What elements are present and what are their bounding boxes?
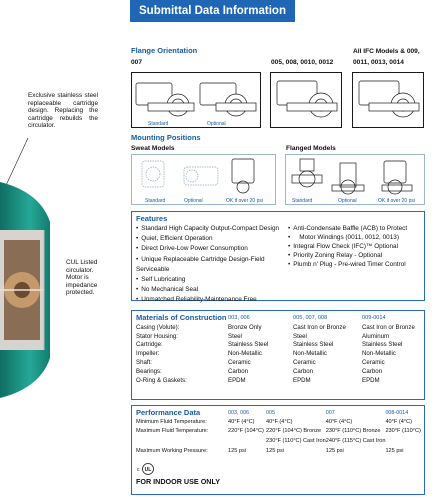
flanged-cap-optional: Optional: [338, 198, 357, 204]
cell: 40°F (4°C): [228, 418, 255, 425]
flanged-cap-ok: OK if over 20 psi: [378, 198, 415, 204]
table-row: [136, 341, 422, 350]
table-row: [136, 358, 422, 367]
feature-item: • No Mechanical Seal: [136, 285, 286, 295]
table-row: [136, 427, 430, 437]
row-label: Maximum Working Pressure:: [136, 447, 208, 454]
materials-table: [136, 313, 422, 385]
cell: Carbon: [228, 367, 248, 375]
flange-ifc-frame: [352, 72, 424, 128]
performance-col-header: 003, 006: [228, 409, 249, 416]
flange-007-cap-optional: Optional: [207, 121, 226, 127]
cul-note: CUL Listed circulator. Motor is impedance protected.: [66, 259, 98, 297]
table-row: [136, 446, 430, 456]
sweat-cap-ok: OK if over 20 psi: [226, 198, 263, 204]
cell: Stainless Steel: [228, 341, 269, 349]
table-row: [136, 376, 422, 385]
table-row: [136, 367, 422, 376]
table-row: [136, 332, 422, 341]
feature-item: • Standard High Capacity Output-Compact Design: [136, 224, 286, 234]
cell: Ceramic: [293, 359, 316, 367]
sweat-models-label: Sweat Models: [131, 145, 175, 152]
performance-table: [136, 408, 430, 455]
row-label: Minimum Fluid Temperature:: [136, 418, 207, 425]
cell: Non-Metallic: [228, 350, 262, 358]
cell: 230°F (110°C) Cast Iron: [266, 437, 326, 444]
table-row: [136, 417, 430, 427]
cell: Bronze Only: [228, 323, 262, 331]
cell: Carbon: [293, 367, 313, 375]
cell: Non-Metallic: [362, 350, 396, 358]
features-list-left: [136, 224, 286, 306]
flange-007-cap-standard: Standard: [148, 121, 169, 127]
cell: 240°F (115°C) Cast Iron: [325, 437, 386, 444]
cell: Cast Iron or Bronze: [293, 323, 346, 331]
feature-item: • Self Lubricating: [136, 275, 286, 285]
row-label: Impeller:: [136, 350, 160, 358]
cell: 220°F (104°C) Bronze: [266, 428, 322, 435]
feature-item-cont: • Motor Windings (0011, 0012, 0013): [288, 233, 423, 242]
flange-model-ifc-line2: 0011, 0013, 0014: [353, 59, 404, 66]
performance-col-header: 005: [266, 409, 275, 416]
row-label: Maximum Fluid Temperature:: [136, 428, 209, 435]
cell: Stainless Steel: [293, 341, 334, 349]
row-label: [136, 436, 228, 446]
feature-item: • Integral Flow Check (IFC)™ Optional: [288, 242, 423, 251]
table-row: [136, 436, 430, 446]
cell: [228, 436, 266, 446]
cell: Aluminum: [362, 332, 390, 340]
cell: 40°F (4°C): [266, 418, 293, 425]
materials-col-header: 005, 007, 008: [293, 315, 328, 321]
flanged-models-label: Flanged Models: [286, 145, 336, 152]
cell: 125 psi: [385, 447, 404, 454]
cell: Ceramic: [362, 359, 385, 367]
pump-cutaway-image: [0, 182, 56, 398]
cell: 230°F (110°C) Bronze: [325, 428, 381, 435]
svg-text:UL: UL: [144, 467, 152, 473]
feature-item: • Anti-Condensate Baffle (ACB) to Protect: [288, 224, 423, 233]
cell: 220°F (104°C): [228, 428, 264, 435]
feature-item: • Direct Drive-Low Power Consumption: [136, 244, 286, 254]
mounting-positions-title: Mounting Positions: [131, 133, 201, 142]
cell: Steel: [293, 332, 307, 340]
cell: [385, 436, 430, 446]
row-label: O-Ring & Gaskets:: [136, 376, 187, 384]
materials-col-header: 009-0014: [362, 315, 386, 321]
flange-model-ifc-line1: All IFC Models & 009,: [353, 48, 420, 55]
feature-item: • Unmatched Reliability-Maintenance Free: [136, 295, 286, 305]
row-label: Cartridge:: [136, 341, 163, 349]
performance-col-header: 008-0014: [385, 409, 409, 416]
materials-col-header: 003, 006: [228, 315, 250, 321]
cell: EPDM: [228, 376, 246, 384]
cell: EPDM: [293, 376, 311, 384]
cartridge-note: Exclusive stainless steel replaceable cartridge design. Replacing the cartridge rebuilds the circulator.: [28, 92, 98, 130]
row-label: Casing (Volute):: [136, 323, 180, 331]
flange-005-frame: [270, 72, 342, 128]
header-title: Submittal Data Information: [130, 0, 295, 22]
performance-title: Performance Data: [136, 408, 201, 417]
svg-text:c: c: [137, 467, 140, 473]
flange-007-frame: [131, 72, 261, 128]
table-row: [136, 323, 422, 332]
features-title: Features: [136, 214, 168, 223]
cell: 125 psi: [266, 447, 285, 454]
cell: Steel: [228, 332, 242, 340]
row-label: Bearings:: [136, 367, 162, 375]
feature-item: • Priority Zoning Relay - Optional: [288, 251, 423, 260]
flange-model-005-group: 005, 008, 0010, 0012: [271, 59, 334, 66]
cell: 125 psi: [325, 447, 344, 454]
sweat-cap-standard: Standard: [145, 198, 166, 204]
features-list-right: [288, 224, 423, 269]
flanged-cap-standard: Standard: [292, 198, 313, 204]
row-label: Shaft:: [136, 359, 152, 367]
cell: Non-Metallic: [293, 350, 327, 358]
cell: Carbon: [362, 367, 382, 375]
cell: 125 psi: [228, 447, 247, 454]
feature-item: • Quiet, Efficient Operation: [136, 234, 286, 244]
performance-col-header: 007: [325, 409, 335, 416]
flange-model-007: 007: [131, 59, 143, 66]
cul-listed-logo: [136, 462, 156, 476]
cell: 230°F (110°C): [385, 428, 421, 435]
indoor-use-note: FOR INDOOR USE ONLY: [136, 477, 220, 486]
flange-orientation-title: Flange Orientation: [131, 46, 198, 55]
feature-item: • Plumb n' Plug - Pre-wired Timer Control: [288, 260, 423, 269]
cell: EPDM: [362, 376, 380, 384]
row-label: Stator Housing:: [136, 332, 179, 340]
feature-item: • Unique Replaceable Cartridge Design-Field Serviceable: [136, 255, 286, 275]
cell: Ceramic: [228, 359, 251, 367]
cell: 40°F (4°C): [325, 418, 353, 425]
cell: Stainless Steel: [362, 341, 403, 349]
materials-title: Materials of Construction: [136, 313, 227, 322]
cell: Cast Iron or Bronze: [362, 323, 415, 331]
table-row: [136, 349, 422, 358]
cell: 40°F (4°C): [385, 418, 412, 425]
sweat-cap-optional: Optional: [184, 198, 203, 204]
